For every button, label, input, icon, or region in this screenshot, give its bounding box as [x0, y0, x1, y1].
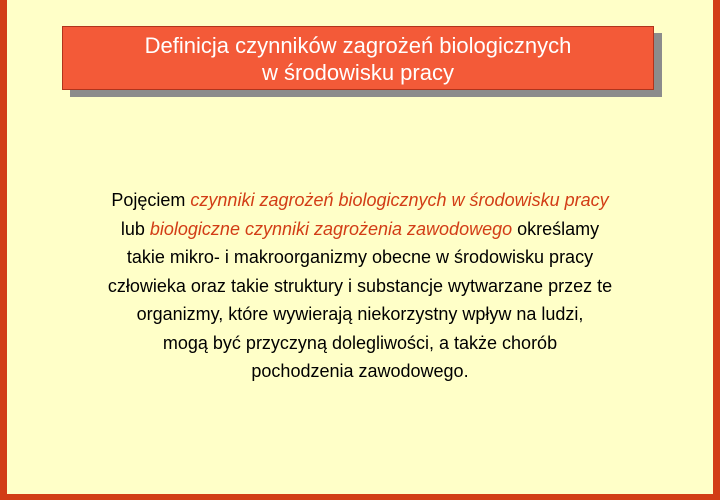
definition-line-1 — [40, 186, 680, 215]
term-highlight-1: czynniki zagrożeń biologicznych w środowisku pracy — [190, 190, 609, 210]
definition-lub: lub — [120, 218, 150, 239]
slide-border-bottom — [0, 494, 720, 500]
definition-line-3: takie mikro- i makroorganizmy obecne w środowisku pracy — [126, 247, 594, 267]
definition-line-6: mogą być przyczyną dolegliwości, a także chorób — [162, 332, 558, 353]
slide-border-right — [713, 0, 720, 500]
definition-text — [40, 186, 680, 386]
definition-line-4: człowieka oraz takie struktury i substancje wytwarzane przez te — [107, 275, 613, 296]
title-line-1: Definicja czynników zagrożeń biologicznych — [144, 33, 572, 58]
title-line-2: w środowisku pracy — [262, 60, 454, 85]
definition-after-term: określamy — [512, 218, 600, 239]
slide-border-left — [0, 0, 7, 500]
definition-line-5: organizmy, które wywierają niekorzystny wpływ na ludzi, — [136, 304, 584, 324]
definition-line-2 — [40, 215, 680, 244]
definition-intro: Pojęciem — [111, 190, 191, 210]
title-box — [62, 26, 654, 90]
definition-line-7: pochodzenia zawodowego. — [251, 361, 469, 381]
term-highlight-2: biologiczne czynniki zagrożenia zawodowego — [149, 218, 513, 239]
